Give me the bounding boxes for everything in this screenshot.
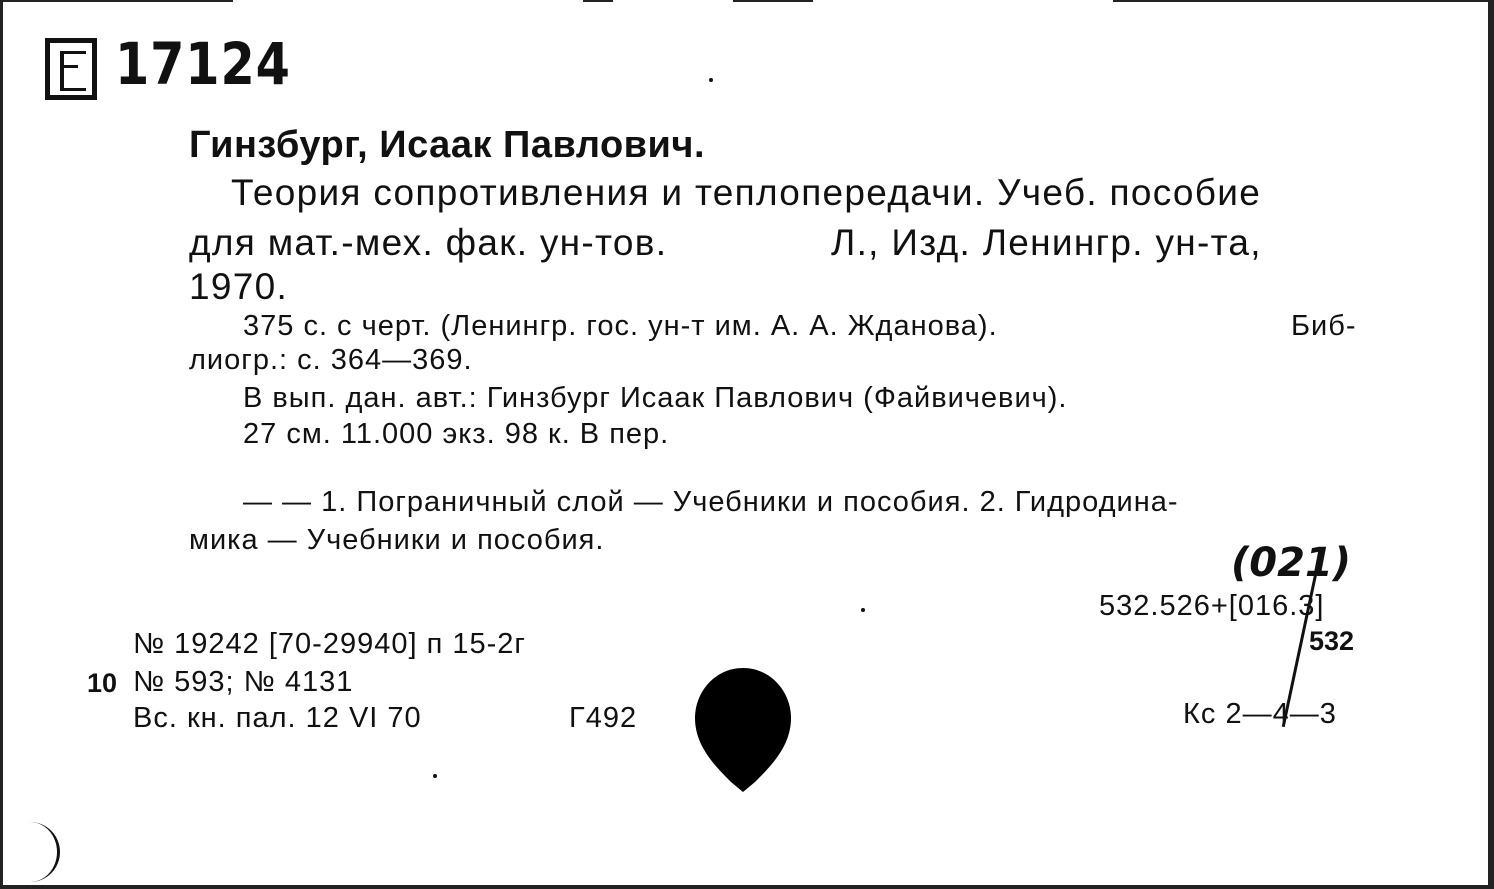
physical-description: 375 с. с черт. (Ленингр. гос. ун-т им. А. А. Жданова).	[243, 310, 998, 342]
bibliography-note-start: Биб-	[1291, 310, 1357, 342]
format-and-price: 27 см. 11.000 экз. 98 к. В пер.	[243, 418, 670, 450]
author-data-note: В вып. дан. авт.: Гинзбург Исаак Павлович (Файвичевич).	[243, 382, 1068, 414]
author-heading: Гинзбург, Исаак Павлович.	[189, 124, 706, 166]
registration-numbers: № 19242 [70-29940] п 15-2г	[133, 628, 526, 660]
title-line-1: Теория сопротивления и теплопередачи. Учеб. пособие	[231, 172, 1262, 213]
bibliography-note: лиогр.: с. 364—369.	[189, 344, 473, 376]
card-top-edge-gap	[813, 0, 1113, 4]
library-stamp-icon	[45, 38, 97, 100]
ink-speck	[709, 78, 713, 82]
kc-code: Кс 2—4—3	[1183, 698, 1337, 730]
handwritten-code: (021)	[1231, 540, 1352, 586]
imprint: Л., Изд. Ленингр. ун-та,	[831, 222, 1262, 263]
ink-speck	[433, 774, 437, 778]
call-number: 17124	[115, 30, 291, 98]
ink-speck	[861, 608, 865, 612]
card-code: Г492	[569, 702, 638, 734]
card-number: 10	[87, 668, 118, 698]
udc-subclass: 532	[1309, 626, 1355, 656]
order-numbers: № 593; № 4131	[133, 666, 354, 698]
publication-year: 1970.	[189, 266, 289, 307]
udc-classification: 532.526+[016.3]	[1099, 590, 1325, 622]
card-top-edge-gap	[613, 0, 733, 4]
title-line-2-left: для мат.-мех. фак. ун-тов.	[189, 222, 668, 263]
card-hole-icon	[693, 666, 793, 796]
card-top-edge-gap	[233, 0, 583, 4]
pencil-mark	[27, 822, 60, 882]
subject-headings-line-1: — — 1. Пограничный слой — Учебники и пособия. 2. Гидродина-	[243, 486, 1179, 518]
subject-headings-line-2: мика — Учебники и пособия.	[189, 524, 605, 556]
chamber-date: Вс. кн. пал. 12 VI 70	[133, 702, 422, 734]
